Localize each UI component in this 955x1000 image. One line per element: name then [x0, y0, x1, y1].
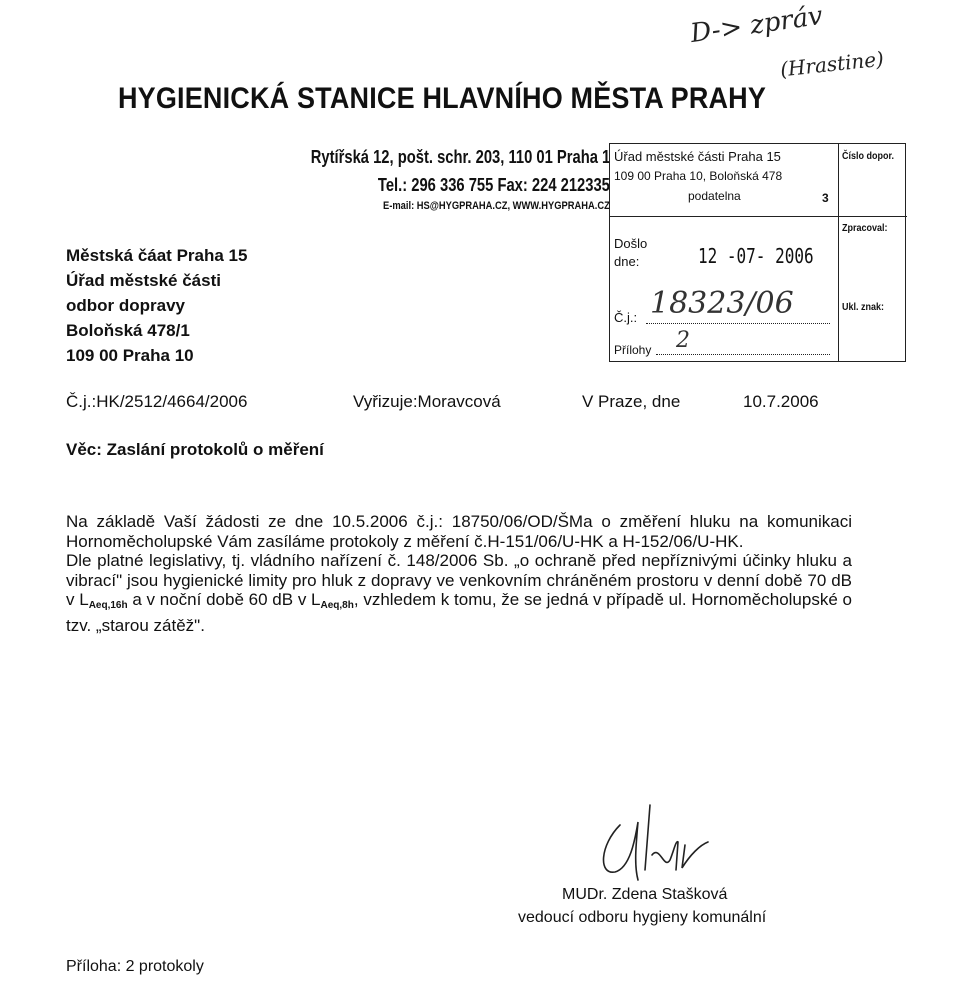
- reference-number: Č.j.:HK/2512/4664/2006: [66, 392, 248, 411]
- organization-title: HYGIENICKÁ STANICE HLAVNÍHO MĚSTA PRAHY: [118, 82, 767, 115]
- stamp-received-label: Došlo: [614, 236, 648, 251]
- handled-by: Vyřizuje:Moravcová: [353, 392, 501, 411]
- letter-body: [66, 512, 852, 635]
- recipient-line: Úřad městské části: [66, 271, 221, 290]
- letter-date: 10.7.2006: [743, 392, 819, 411]
- handwritten-signature: [590, 800, 730, 890]
- stamp-cj-value: 18323/06: [650, 286, 794, 321]
- organization-address: Rytířská 12, pošt. schr. 203, 110 01 Praha 1: [310, 147, 610, 167]
- recipient-line: odbor dopravy: [66, 296, 186, 315]
- stamp-cj-label: Č.j.:: [614, 310, 638, 325]
- recipient-line: Městská čáat Praha 15: [66, 246, 248, 265]
- signatory-role: vedoucí odboru hygieny komunální: [518, 909, 767, 926]
- handwritten-note: D-> zpráv: [688, 0, 825, 50]
- attachments-note: Příloha: 2 protokoly: [66, 958, 204, 975]
- signatory-name: MUDr. Zdena Stašková: [562, 886, 728, 903]
- place-date-label: V Praze, dne: [582, 392, 681, 411]
- stamp-office-number: 3: [822, 191, 829, 205]
- body-paragraph: Dle platné legislativy, tj. vládního nařízení č. 148/2006 Sb. „o ochraně před nepříznivými účinky hluku a vibrací" jsou hygienické limity pro hluk z dopravy ve venkovním chráněném prostoru v denní době 70 dB v $L_{Aeq,16h}$ a v noční době 60 dB v $L_{Aeq,8h}$, vzhledem k tomu, že se jedná v případě ul. Hornoměcholupské o tzv. „starou zátěž".: [66, 551, 852, 635]
- organization-phone-fax: Tel.: 296 336 755 Fax: 224 212335: [378, 175, 610, 195]
- handwritten-note-secondary: (Hrastine): [779, 46, 885, 82]
- recipient-line: Boloňská 478/1: [66, 321, 190, 340]
- recipient-address: [66, 243, 247, 368]
- stamp-office-line3: podatelna: [688, 189, 741, 203]
- stamp-received-label-2: dne:: [614, 254, 640, 269]
- stamp-processed-label: Zpracoval:: [842, 223, 888, 234]
- stamp-received-date: 12 -07- 2006: [698, 244, 814, 268]
- stamp-attachments-label: Přílohy: [614, 343, 652, 357]
- organization-email-web: E-mail: HS@HYGPRAHA.CZ, WWW.HYGPRAHA.CZ: [383, 200, 610, 212]
- stamp-recommended-label: Číslo dopor.: [842, 151, 895, 162]
- stamp-attachments-value: 2: [676, 328, 690, 353]
- letter-subject: Věc: Zaslání protokolů o měření: [66, 440, 324, 459]
- stamp-office-line1: Úřad městské části Praha 15: [614, 149, 781, 164]
- stamp-office-line2: 109 00 Praha 10, Boloňská 478: [614, 169, 783, 183]
- stamp-filing-label: Ukl. znak:: [842, 302, 885, 313]
- received-stamp: [609, 143, 906, 362]
- body-paragraph: Na základě Vaší žádosti ze dne 10.5.2006 č.j.: 18750/06/OD/ŠMa o změření hluku na komunikaci Hornoměcholupské Vám zasíláme protokoly z měření č.H-151/06/U-HK a H-152/06/U-HK.: [66, 512, 852, 551]
- recipient-line: 109 00 Praha 10: [66, 346, 194, 365]
